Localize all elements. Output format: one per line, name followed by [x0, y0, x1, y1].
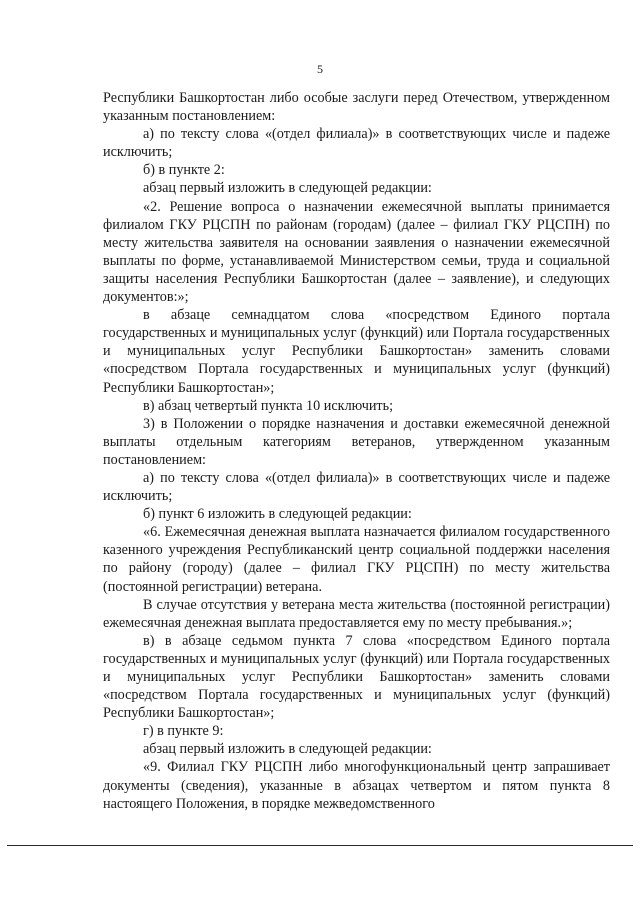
paragraph-11: «6. Ежемесячная денежная выплата назначается филиалом государственного казенного учреждения Республиканский центр социальной поддержки населения по району (городу) (далее – филиал ГКУ РЦСПН) по месту жительства (постоянной регистрации) ветерана. [103, 524, 610, 595]
document-body [103, 89, 610, 813]
paragraph-5: «2. Решение вопроса о назначении ежемесячной выплаты принимается филиалом ГКУ РЦСПН по районам (городам) (далее – филиал ГКУ РЦСПН) по месту жительства заявителя на основании заявления о назначении ежемесячной выплаты по форме, устанавливаемой Министерством семьи, труда и социальной защиты населения Республики Башкортостан (далее – заявление), и следующих документов:»; [103, 198, 610, 306]
paragraph-16: «9. Филиал ГКУ РЦСПН либо многофункциональный центр запрашивает документы (сведения), указанные в абзацах четвертом и пятом пункта 8 настоящего Положения, в порядке межведомственного [103, 759, 610, 812]
paragraph-15: абзац первый изложить в следующей редакции: [143, 741, 432, 758]
paragraph-8: 3) в Положении о порядке назначения и доставки ежемесячной денежной выплаты отдельным категориям ветеранов, утвержденном указанным постановлением: [103, 415, 610, 468]
paragraph-3: б) в пункте 2: [143, 162, 225, 179]
paragraph-9: а) по тексту слова «(отдел филиала)» в соответствующих числе и падеже исключить; [103, 469, 610, 505]
paragraph-6: в абзаце семнадцатом слова «посредством Единого портала государственных и муниципальных услуг (функций) или Портала государственных и муниципальных услуг Республики Башкортостан» заменить словами «посредством Портала государственных и муниципальных услуг (функций) Республики Башкортостан»; [103, 307, 610, 396]
paragraph-4: абзац первый изложить в следующей редакции: [143, 180, 432, 197]
paragraph-7: в) абзац четвертый пункта 10 исключить; [143, 397, 394, 414]
bottom-scan-rule [7, 845, 633, 846]
paragraph-13: в) в абзаце седьмом пункта 7 слова «посредством Единого портала государственных и муниципальных услуг (функций) или Портала государственных и муниципальных услуг Республики Башкортостан» заменить словами «посредством Портала государственных и муниципальных услуг (функций) Республики Башкортостан»; [103, 632, 610, 722]
paragraph-1: Республики Башкортостан либо особые заслуги перед Отечеством, утвержденном указанным постановлением: [103, 90, 610, 125]
paragraph-2: а) по тексту слова «(отдел филиала)» в соответствующих числе и падеже исключить; [103, 126, 610, 161]
paragraph-10: б) пункт 6 изложить в следующей редакции: [143, 506, 412, 523]
paragraph-12: В случае отсутствия у ветерана места жительства (постоянной регистрации) ежемесячная денежная выплата предоставляется ему по месту пребывания.»; [103, 596, 610, 631]
page-number: 5 [317, 62, 323, 76]
paragraph-14: г) в пункте 9: [143, 723, 224, 740]
